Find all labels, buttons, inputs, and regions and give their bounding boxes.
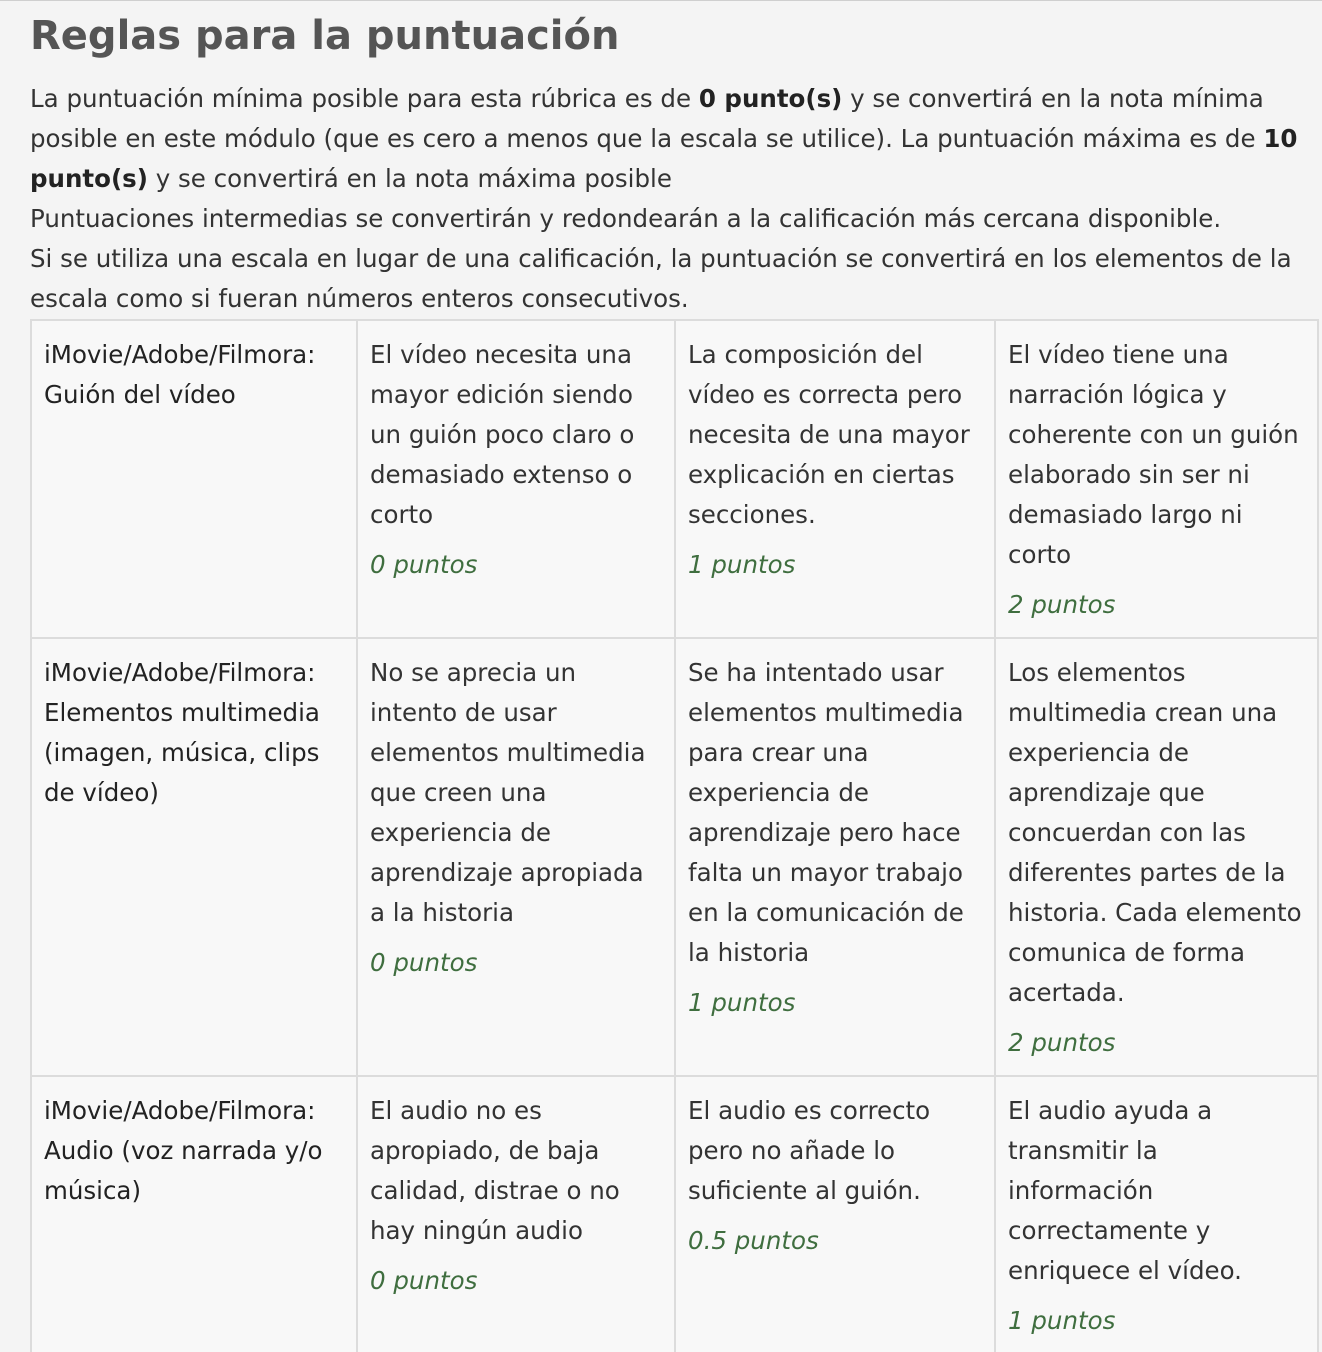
level-cell[interactable] — [675, 320, 995, 638]
level-cell[interactable] — [675, 638, 995, 1076]
intro-paragraph-2: Puntuaciones intermedias se convertirán y redondearán a la calificación más cercana disponible. — [30, 204, 1222, 233]
level-description: El audio ayuda a transmitir la información correctamente y enriquece el vídeo. — [1008, 1096, 1242, 1285]
level-points: 2 puntos — [1008, 1028, 1116, 1057]
level-points: 2 puntos — [1008, 590, 1116, 619]
level-description: No se aprecia un intento de usar elementos multimedia que creen una experiencia de aprendizaje apropiada a la historia — [370, 658, 646, 927]
criterion-name: iMovie/Adobe/Filmora: Elementos multimedia (imagen, música, clips de vídeo) — [31, 638, 357, 1076]
intro-text: La puntuación mínima posible para esta rúbrica es de — [30, 84, 699, 113]
criterion-row — [31, 1076, 1318, 1352]
rubric-table — [30, 319, 1319, 1352]
level-cell[interactable] — [995, 1076, 1318, 1352]
min-score: 0 punto(s) — [698, 84, 843, 113]
level-cell[interactable] — [995, 638, 1318, 1076]
level-description: El vídeo necesita una mayor edición siendo un guión poco claro o demasiado extenso o corto — [370, 340, 635, 529]
max-score: 10 punto(s) — [30, 124, 1298, 193]
level-cell[interactable] — [357, 638, 675, 1076]
criterion-name: iMovie/Adobe/Filmora: Guión del vídeo — [31, 320, 357, 638]
level-points: 1 puntos — [1008, 1306, 1116, 1335]
level-points: 1 puntos — [688, 988, 796, 1017]
level-points: 0 puntos — [370, 948, 478, 977]
level-description: Se ha intentado usar elementos multimedia para crear una experiencia de aprendizaje pero hace falta un mayor trabajo en la comunicación de la historia — [688, 658, 964, 967]
intro-text: y se convertirá en la nota mínima posible en este módulo (que es cero a menos que la escala se utilice). La puntuación máxima es de — [30, 84, 1264, 153]
intro-paragraph-1 — [30, 79, 1320, 199]
level-description: La composición del vídeo es correcta pero necesita de una mayor explicación en ciertas secciones. — [688, 340, 970, 529]
criterion-name: iMovie/Adobe/Filmora: Audio (voz narrada y/o música) — [31, 1076, 357, 1352]
level-description: El vídeo tiene una narración lógica y coherente con un guión elaborado sin ser ni demasiado largo ni corto — [1008, 340, 1299, 569]
level-cell[interactable] — [995, 320, 1318, 638]
criterion-row — [31, 320, 1318, 638]
level-description: El audio no es apropiado, de baja calidad, distrae o no hay ningún audio — [370, 1096, 620, 1245]
scoring-rules-text — [30, 79, 1320, 319]
level-cell[interactable] — [357, 320, 675, 638]
intro-text: y se convertirá en la nota máxima posible — [147, 164, 672, 193]
level-points: 0.5 puntos — [688, 1226, 819, 1255]
level-description: El audio es correcto pero no añade lo suficiente al guión. — [688, 1096, 931, 1205]
level-cell[interactable] — [675, 1076, 995, 1352]
level-points: 1 puntos — [688, 550, 796, 579]
level-description: Los elementos multimedia crean una experiencia de aprendizaje que concuerdan con las diferentes partes de la historia. Cada elemento comunica de forma acertada. — [1008, 658, 1302, 1007]
page-title: Reglas para la puntuación — [30, 13, 620, 59]
criterion-row — [31, 638, 1318, 1076]
level-cell[interactable] — [357, 1076, 675, 1352]
level-points: 0 puntos — [370, 550, 478, 579]
intro-paragraph-3: Si se utiliza una escala en lugar de una calificación, la puntuación se convertirá en los elementos de la escala como si fueran números enteros consecutivos. — [30, 244, 1292, 313]
level-points: 0 puntos — [370, 1266, 478, 1295]
